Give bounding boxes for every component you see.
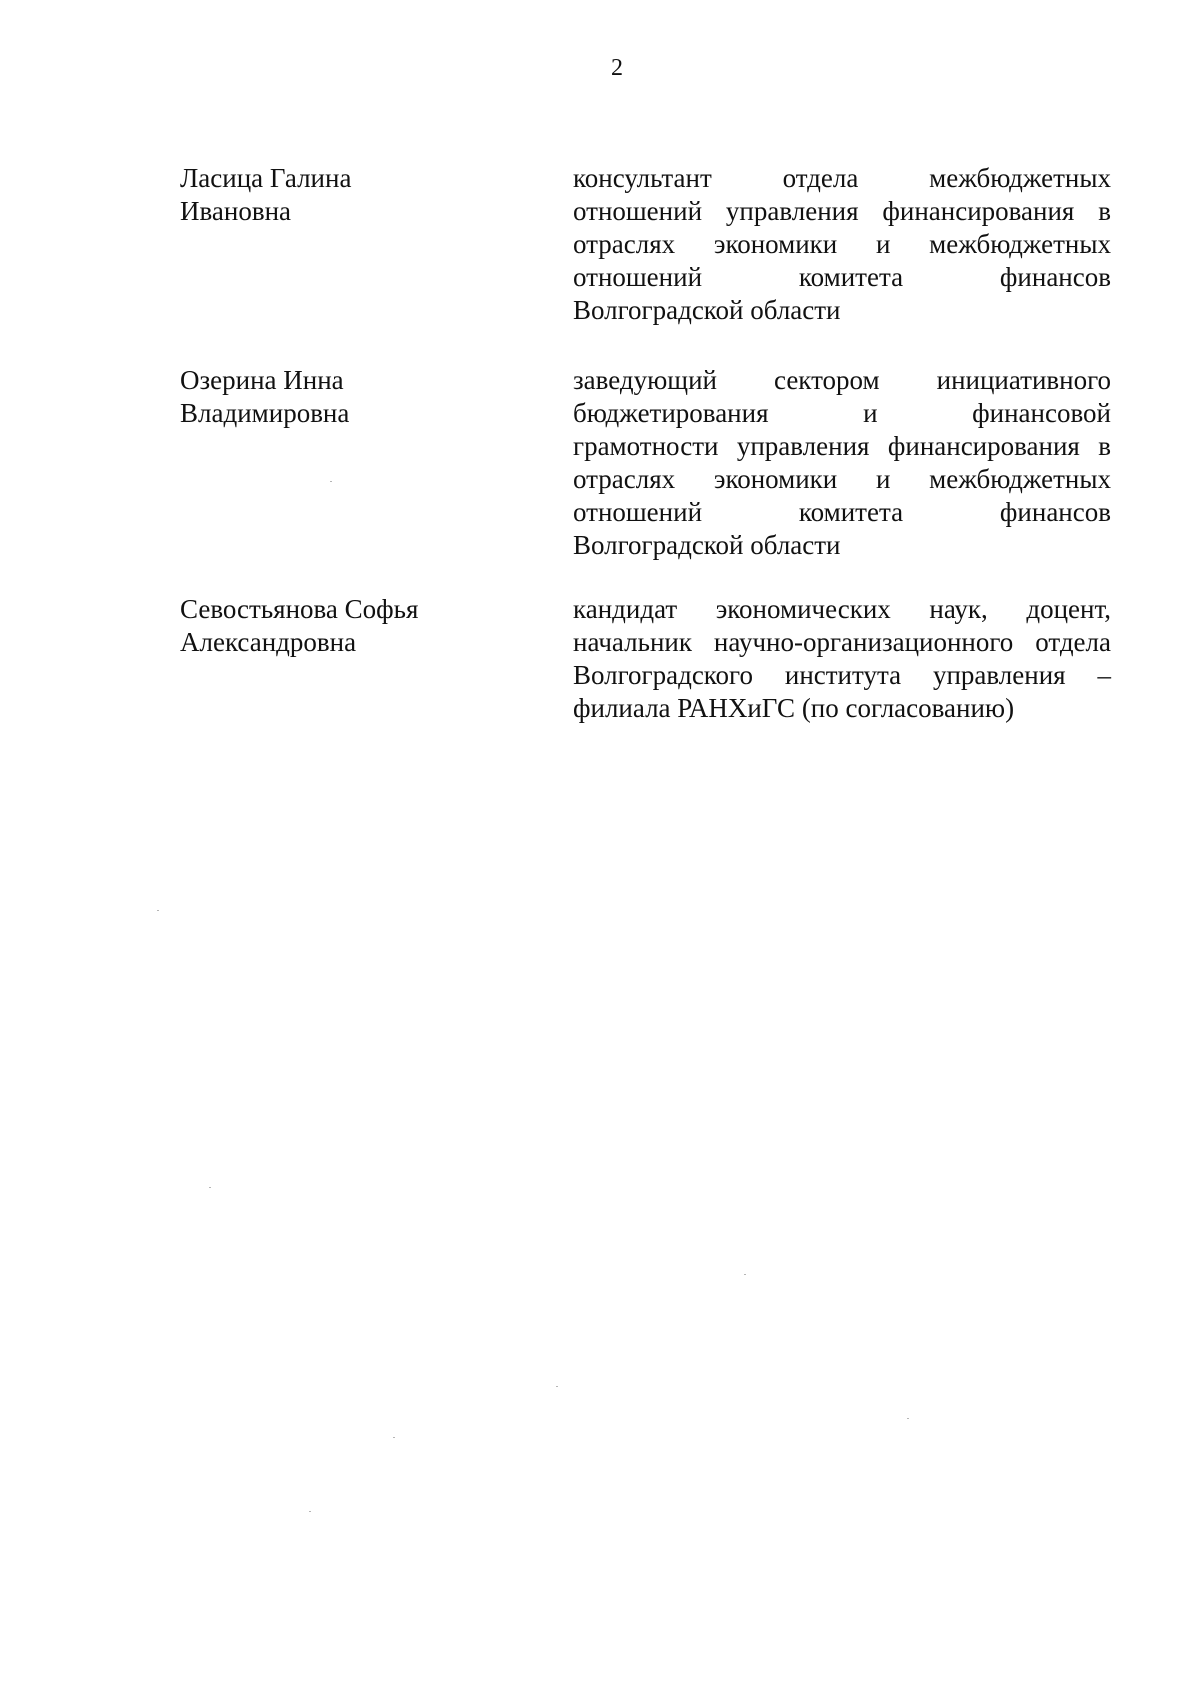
position-line: грамотности управления финансирования в [573, 431, 1111, 461]
position-line: Волгоградской области [573, 530, 841, 560]
scan-speck [209, 1187, 211, 1188]
member-position [573, 162, 1111, 327]
member-position [573, 593, 1111, 725]
member-patronymic-line: Владимировна [180, 398, 350, 428]
scan-speck [330, 481, 332, 482]
position-line: отраслях экономики и межбюджетных [573, 229, 1111, 259]
scan-speck [309, 1511, 311, 1512]
position-line: филиала РАНХиГС (по согласованию) [573, 693, 1015, 723]
position-line: Волгоградского института управления – [573, 660, 1111, 690]
member-surname-line: Ласица Галина [180, 163, 352, 193]
position-line: Волгоградской области [573, 295, 841, 325]
member-surname-line: Севостьянова Софья [180, 594, 419, 624]
member-name [180, 364, 520, 430]
scan-speck [907, 1418, 909, 1419]
scan-speck [744, 1274, 746, 1275]
position-line: отраслях экономики и межбюджетных [573, 464, 1111, 494]
position-line: консультант отдела межбюджетных [573, 163, 1111, 193]
position-line: бюджетирования и финансовой [573, 398, 1111, 428]
member-position [573, 364, 1111, 562]
position-line: отношений комитета финансов [573, 497, 1111, 527]
member-patronymic-line: Ивановна [180, 196, 292, 226]
position-line: заведующий сектором инициативного [573, 365, 1111, 395]
scan-speck [556, 1386, 558, 1387]
position-line: отношений управления финансирования в [573, 196, 1111, 226]
member-surname-line: Озерина Инна [180, 365, 344, 395]
position-line: начальник научно-организационного отдела [573, 627, 1111, 657]
page-number: 2 [611, 55, 623, 81]
scan-speck [393, 1437, 395, 1438]
position-line: отношений комитета финансов [573, 262, 1111, 292]
member-name [180, 593, 520, 659]
member-name [180, 162, 520, 228]
scan-speck [157, 910, 159, 911]
position-line: кандидат экономических наук, доцент, [573, 594, 1111, 624]
member-patronymic-line: Александровна [180, 627, 357, 657]
